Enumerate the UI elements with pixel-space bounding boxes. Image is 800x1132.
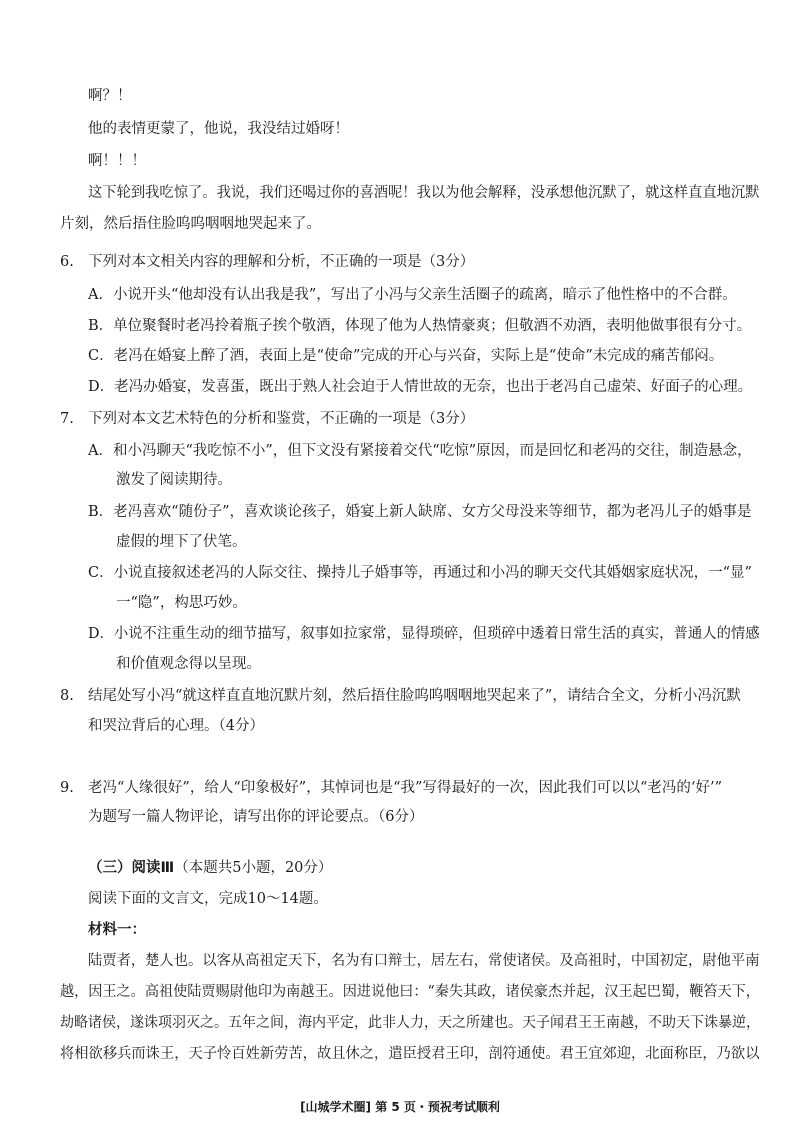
story-line: 啊！！！ xyxy=(88,153,146,169)
section-title: （三）阅读Ⅲ xyxy=(88,860,175,876)
question-text: 下列对本文相关内容的理解和分析，不正确的一项是（3分） xyxy=(88,254,475,270)
question-6-option-c: C．老冯在婚宴上醉了酒，表面上是“使命”完成的开心与兴奋，实际上是“使命”未完成的痛苦郁闷。 xyxy=(88,348,724,364)
question-7-option-c: C．小说直接叙述老冯的人际交往、操持儿子婚事等，再通过和小冯的聊天交代其婚姻家庭状况，一“显” xyxy=(88,565,752,581)
story-line: 片刻，然后捂住脸呜呜咽咽地哭起来了。 xyxy=(60,216,321,232)
question-8-stem xyxy=(60,686,741,706)
section-heading xyxy=(88,858,332,878)
question-9-stem xyxy=(60,778,722,798)
question-7-option-b: B．老冯喜欢“随份子”，喜欢谈论孩子，婚宴上新人缺席、女方父母没来等细节，都为老冯儿子的婚事是 xyxy=(88,504,752,520)
question-7-option-a-cont: 激发了阅读期待。 xyxy=(116,472,232,488)
question-text: 老冯“人缘很好”，给人“印象极好”，其悼词也是“我”写得最好的一次，因此我们可以以“老冯的‘好’” xyxy=(88,780,723,796)
section-intro: 阅读下面的文言文，完成10～14题。 xyxy=(88,891,328,907)
question-text: 下列对本文艺术特色的分析和鉴赏，不正确的一项是（3分） xyxy=(88,411,475,427)
section-note: （本题共5小题，20分） xyxy=(174,860,333,876)
story-line: 啊？！ xyxy=(88,88,132,104)
question-number: 8. xyxy=(60,688,74,704)
question-8-cont: 和哭泣背后的心理。（4分） xyxy=(88,718,264,734)
question-7-option-b-cont: 虚假的埋下了伏笔。 xyxy=(116,534,247,550)
story-line: 他的表情更蒙了，他说，我没结过婚呀！ xyxy=(88,121,349,137)
classical-text-line: 陆贾者，楚人也。以客从高祖定天下，名为有口辩士，居左右，常使诸侯。及高祖时，中国初定，尉他平南 xyxy=(88,953,760,969)
question-7-option-d-cont: 和价值观念得以呈现。 xyxy=(116,656,261,672)
classical-text-line: 将相欲移兵而诛王，天子怜百姓新劳苦，故且休之，遣臣授君王印，剖符通使。君王宜郊迎，北面称臣，乃欲以 xyxy=(60,1046,760,1062)
question-text: 结尾处写小冯“就这样直直地沉默片刻，然后捂住脸呜呜咽咽地哭起来了”，请结合全文，分析小冯沉默 xyxy=(88,688,741,704)
question-number: 7. xyxy=(60,411,74,427)
question-7-option-c-cont: 一“隐”，构思巧妙。 xyxy=(116,595,247,611)
question-7-stem xyxy=(60,409,474,429)
question-7-option-d: D．小说不注重生动的细节描写，叙事如拉家常，显得琐碎，但琐碎中透着日常生活的真实，普通人的情感 xyxy=(88,626,760,642)
question-6-stem xyxy=(60,252,474,272)
question-number: 6. xyxy=(60,254,74,270)
page-footer: [山城学术圈] 第 5 页・预祝考试顺利 xyxy=(300,1100,500,1114)
question-6-option-d: D．老冯办婚宴，发喜蛋，既出于熟人社会迫于人情世故的无奈，也出于老冯自己虚荣、好面子的心理。 xyxy=(88,379,753,395)
classical-text-line: 越，因王之。高祖使陆贾赐尉他印为南越王。因进说他曰：“秦失其政，诸侯豪杰并起，汉王起巴蜀，鞭笞天下， xyxy=(60,984,760,1000)
question-6-option-a: A．小说开头“他却没有认出我是我”，写出了小冯与父亲生活圈子的疏离，暗示了他性格中的不合群。 xyxy=(88,287,737,303)
question-number: 9. xyxy=(60,780,74,796)
material-label: 材料一： xyxy=(88,922,146,938)
classical-text-line: 劫略诸侯，遂诛项羽灭之。五年之间，海内平定，此非人力，天之所建也。天子闻君王王南越，不助天下诛暴逆， xyxy=(60,1015,760,1031)
question-7-option-a: A．和小冯聊天“我吃惊不小”，但下文没有紧接着交代“吃惊”原因，而是回忆和老冯的交往，制造悬念， xyxy=(88,443,752,459)
question-9-cont: 为题写一篇人物评论，请写出你的评论要点。（6分） xyxy=(88,809,424,825)
story-line: 这下轮到我吃惊了。我说，我们还喝过你的喜酒呢！我以为他会解释，没承想他沉默了，就这样直直地沉默 xyxy=(88,185,760,201)
question-6-option-b: B．单位聚餐时老冯拎着瓶子挨个敬酒，体现了他为人热情豪爽；但敬酒不劝酒，表明他做事很有分寸。 xyxy=(88,318,752,334)
